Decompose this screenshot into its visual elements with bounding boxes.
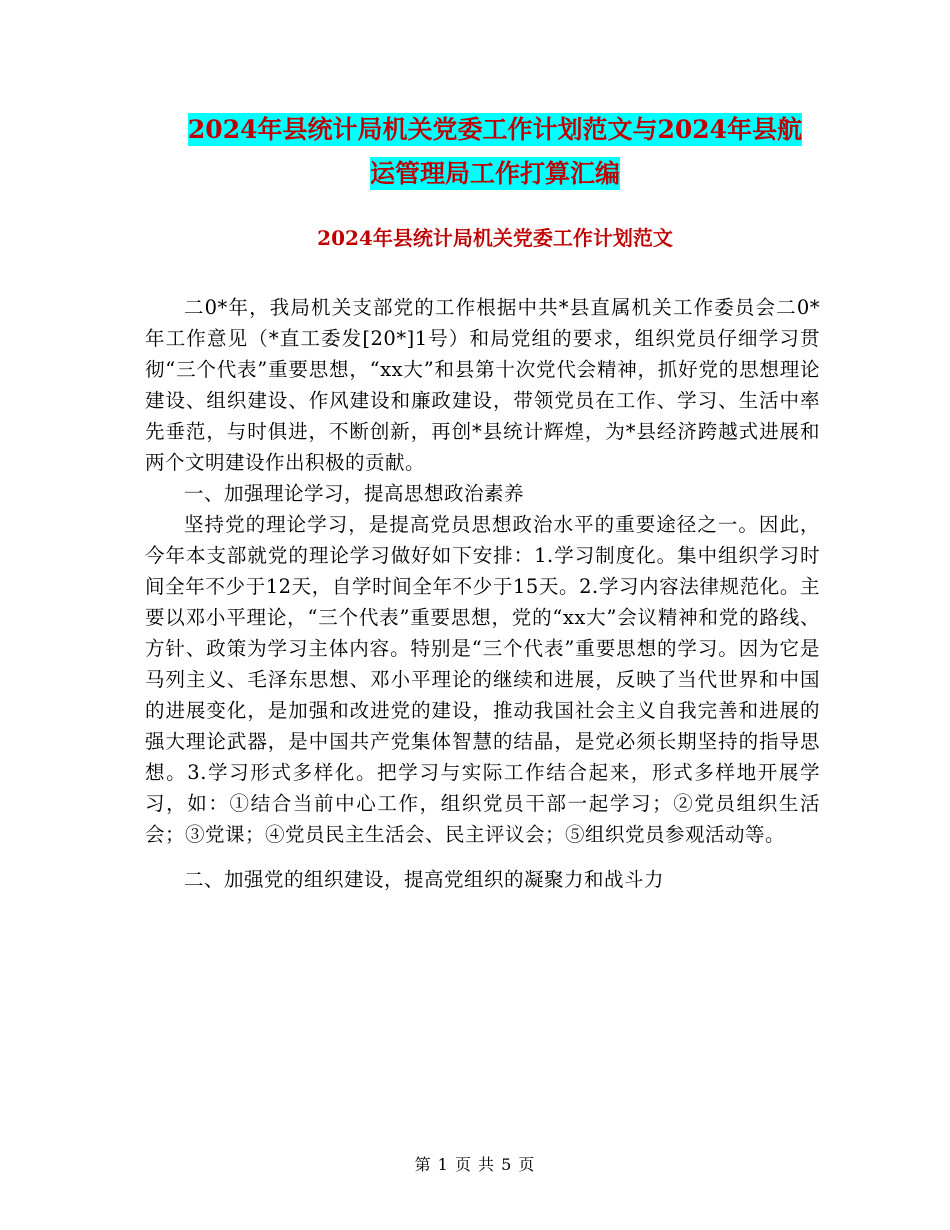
document-title	[140, 108, 850, 196]
page-footer: 第 1 页 共 5 页	[414, 1155, 536, 1174]
document-body	[145, 292, 820, 895]
intro-paragraph: 二0*年，我局机关支部党的工作根据中共*县直属机关工作委员会二0*年工作意见（*直工委发[20*]1号）和局党组的要求，组织党员仔细学习贯彻“三个代表”重要思想，“xx大”和县第十次党代会精神，抓好党的思想理论建设、组织建设、作风建设和廉政建设，带领党员在工作、学习、生活中率先垂范，与时俱进，不断创新，再创*县统计辉煌，为*县经济跨越式进展和两个文明建设作出积极的贡献。	[145, 296, 820, 474]
title-line-1: 2024年县统计局机关党委工作计划范文与2024年县航	[187, 115, 803, 144]
section-heading-2: 二、加强党的组织建设，提高党组织的凝聚力和战斗力	[184, 868, 665, 891]
title-line-2: 运管理局工作打算汇编	[369, 159, 620, 188]
section-heading-1: 一、加强理论学习，提高思想政治素养	[184, 482, 525, 505]
study-paragraph: 坚持党的理论学习，是提高党员思想政治水平的重要途径之一。因此，今年本支部就党的理论学习做好如下安排：1.学习制度化。集中组织学习时间全年不少于12天，自学时间全年不少于15天。2.学习内容法律规范化。主要以邓小平理论，“三个代表”重要思想，党的“xx大”会议精神和党的路线、方针、政策为学习主体内容。特别是“三个代表”重要思想的学习。因为它是马列主义、毛泽东思想、邓小平理论的继续和进展，反映了当代世界和中国的进展变化，是加强和改进党的建设，推动我国社会主义自我完善和进展的强大理论武器，是中国共产党集体智慧的结晶，是党必须长期坚持的指导思想。3.学习形式多样化。把学习与实际工作结合起来，形式多样地开展学习，如：①结合当前中心工作，组织党员干部一起学习；②党员组织生活会；③党课；④党员民主生活会、民主评议会；⑤组织党员参观活动等。	[145, 513, 820, 846]
section-title: 2024年县统计局机关党委工作计划范文	[317, 226, 673, 250]
